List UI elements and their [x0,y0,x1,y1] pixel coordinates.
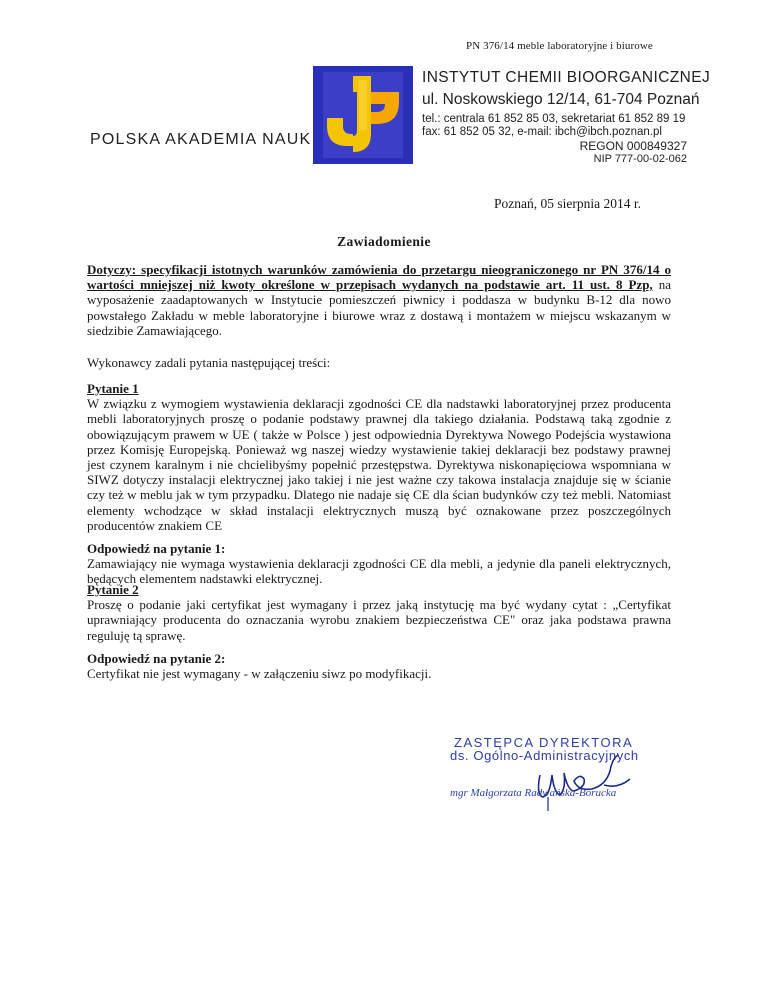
letter-date: Poznań, 05 sierpnia 2014 r. [494,196,641,211]
lead-sentence: Wykonawcy zadali pytania następującej treści: [87,355,331,370]
institute-fax-email: fax: 61 852 05 32, e-mail: ibch@ibch.poznan.pl [422,126,662,139]
stamp-line-2: ds. Ogólno-Administracyjnych [450,748,639,763]
stamp-line-1: ZASTĘPCA DYREKTORA [454,735,634,750]
handwritten-signature [488,745,648,815]
question-2-heading: Pytanie 2 [87,582,139,597]
question-1-text: W związku z wymogiem wystawienia deklaracji zgodności CE dla nadstawki laboratoryjnej przez producenta mebli laboratoryjnych proszę o podanie podstawy prawnej dla takiego działania. Podstawą taką zgodnie z obowiązującym prawem w UE ( także w Polsce ) jest odpowiednia Dyrektywa Nowego Podejścia wystawiona przez Komisję Europejską. Ponieważ wg naszej wiedzy wystawienie takiej deklaracji bez podstawy prawnej jest czynem karalnym i nie chcielibyśmy popełnić przestępstwa. Dyrektywa niskonapięciowa wspomniana w SIWZ dotyczy instalacji elektrycznej jako takiej i nie jest ważne czy takowa instalacja znajduje się w ścianie czy też w meblu jak w tym przypadku. Dlatego nie nadaje się CE dla ścian budynków czy też mebli. Natomiast elementy wchodzące w skład instalacji elektrycznych muszą być oznakowane przez poszczególnych producentów znakiem CE [87,396,671,533]
institute-nip: NIP 777-00-02-062 [593,153,687,166]
question-1 [87,381,671,533]
answer-2-text: Certyfikat nie jest wymagany - w załączeniu siwz po modyfikacji. [87,666,432,682]
answer-1-text: Zamawiający nie wymaga wystawienia deklaracji zgodności CE dla mebli, a jedynie dla paneli elektrycznych, będących elementem nadstawki elektrycznej. [87,556,671,587]
institute-address: ul. Noskowskiego 12/14, 61-704 Poznań [422,91,700,108]
subject-paragraph [87,262,671,338]
answer-1-heading: Odpowiedź na pytanie 1: [87,541,226,556]
answer-2 [87,651,671,681]
question-2 [87,582,671,643]
institute-phones: tel.: centrala 61 852 85 03, sekretariat 61 852 89 19 [422,113,686,125]
institute-logo [313,66,413,164]
signature-stamp [448,733,648,823]
document-title: Zawiadomienie [337,234,431,249]
institute-regon: REGON 000849327 [579,138,687,153]
subject-heading: Dotyczy: specyfikacji istotnych warunków zamówienia do przetargu nieograniczonego nr PN 376/14 o wartości mniejszej niż kwoty określone w przepisach wydanych na podstawie art. 11 ust. 8 Pzp, [87,262,671,293]
answer-2-heading: Odpowiedź na pytanie 2: [87,651,226,666]
question-2-text: Proszę o podanie jaki certyfikat jest wymagany i przez jaką instytucję ma być wydany cytat : „Certyfikat uprawniający producenta do oznaczania wyrobu znakiem bezpieczeństwa CE" oraz jaka podstawa prawna reguluję tą sprawę. [87,597,671,643]
institute-name: INSTYTUT CHEMII BIOORGANICZNEJ [422,69,711,86]
stamp-line-3: mgr Małgorzata Radwańska-Borucka [450,787,617,799]
institute-block [422,69,711,167]
subject-text: na wyposażenie zaadaptowanych w Instytucie pomieszczeń piwnicy i poddasza w budynku B-12 dla nowo powstałego Zakładu w meble laboratoryjne i biurowe wraz z dostawą i montażem w miejscu wskazanym w siedzibie Zamawiającego. [87,277,671,338]
reference-number: PN 376/14 meble laboratoryjne i biurowe [466,40,653,52]
academy-name: POLSKA AKADEMIA NAUK [90,131,312,148]
answer-1 [87,541,671,587]
question-1-heading: Pytanie 1 [87,381,139,396]
